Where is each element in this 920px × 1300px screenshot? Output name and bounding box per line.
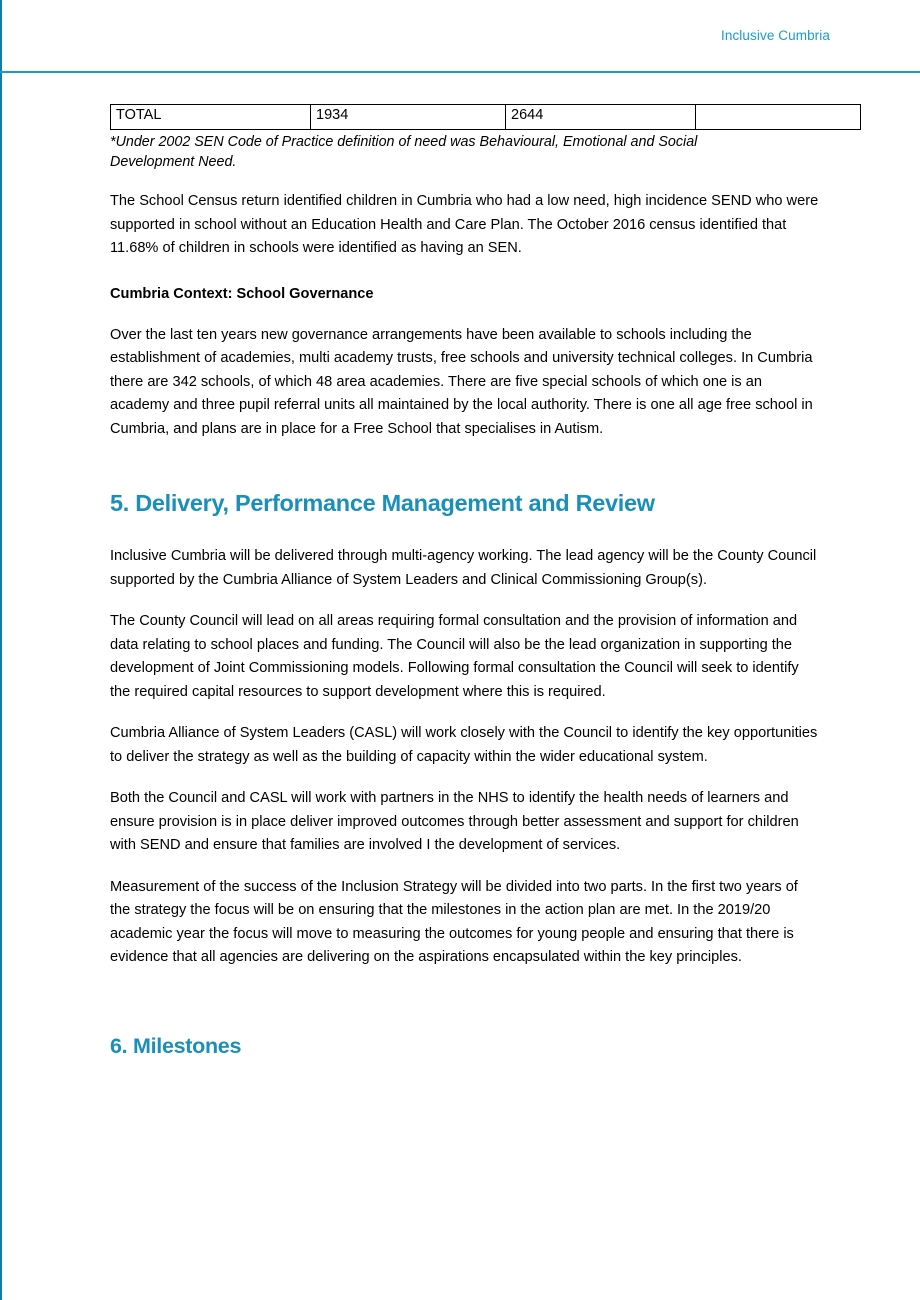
section-six [110, 1032, 820, 1060]
paragraph-delivery-2: The County Council will lead on all areas requiring formal consultation and the provision of information and data relating to school places and funding. The Council will also be the lead organization in supporting the development of Joint Commissioning models. Following formal consultation the Council will seek to identify the required capital resources to support development where this is required. [110, 613, 799, 700]
paragraph-delivery-3: Cumbria Alliance of System Leaders (CASL) will work closely with the Council to identify the key opportunities to deliver the strategy as well as the building of capacity within the wider educational system. [110, 725, 818, 765]
table-cell-label: TOTAL [111, 105, 311, 130]
paragraph-census: The School Census return identified children in Cumbria who had a low need, high incidence SEND who were supported in school without an Education Health and Care Plan. The October 2016 census identified that 11.68% of children in schools were identified as having an SEN. [110, 193, 819, 256]
section-heading-5: 5. Delivery, Performance Management and Review [110, 490, 655, 516]
paragraph-delivery-4: Both the Council and CASL will work with partners in the NHS to identify the health needs of learners and ensure provision is in place deliver improved outcomes through better assessment and support for children with SEND and ensure that families are involved I the development of services. [110, 790, 799, 853]
section-heading-6: 6. Milestones [110, 1033, 242, 1058]
table-cell-value-1: 1934 [311, 105, 506, 130]
subheading-school-governance: Cumbria Context: School Governance [110, 285, 374, 302]
paragraph-delivery-1: Inclusive Cumbria will be delivered through multi-agency working. The lead agency will be the County Council supported by the Cumbria Alliance of System Leaders and Clinical Commissioning Group(s). [110, 548, 817, 588]
table-footnote: *Under 2002 SEN Code of Practice definition of need was Behavioural, Emotional and Social Development Need. [110, 134, 698, 170]
table-cell-value-3 [696, 105, 861, 130]
page-header [0, 0, 920, 72]
sen-total-table [110, 104, 861, 130]
header-title: Inclusive Cumbria [721, 28, 830, 43]
page-left-rule [0, 0, 2, 1300]
page-content [110, 104, 820, 1060]
paragraph-delivery-5: Measurement of the success of the Inclusion Strategy will be divided into two parts. In the first two years of the strategy the focus will be on ensuring that the milestones in the action plan are met. In the 2019/20 academic year the focus will move to measuring the outcomes for young people and ensuring that there is evidence that all agencies are delivering on the aspirations encapsulated within the key principles. [110, 878, 798, 965]
table-cell-value-2: 2644 [506, 105, 696, 130]
section-five [110, 489, 820, 970]
table-row [111, 105, 861, 130]
heading-spacer [110, 517, 820, 527]
paragraph-governance: Over the last ten years new governance arrangements have been available to schools including the establishment of academies, multi academy trusts, free schools and university technical colleges. In Cumbria there are 342 schools, of which 48 area academies. There are five special schools of which one is an academy and three pupil referral units all maintained by the local authority. There is one all age free school in Cumbria, and plans are in place for a Free School that specialises in Autism. [110, 326, 813, 437]
header-divider [0, 71, 920, 73]
